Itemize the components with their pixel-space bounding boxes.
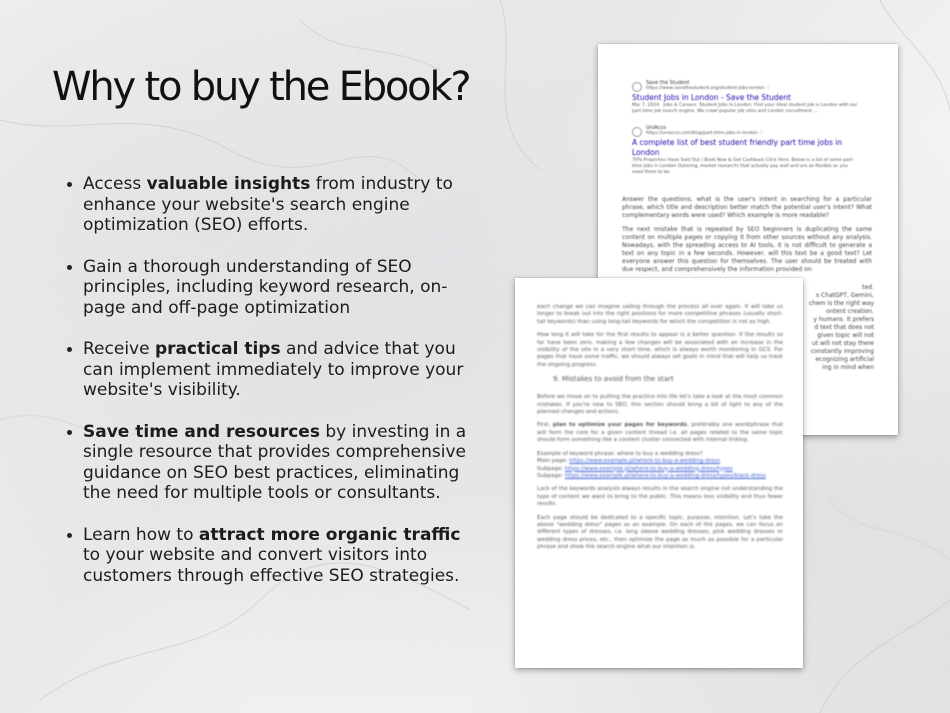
page-paragraph: How long it will take for the first results to appear is a better question. If the results so far have been zero, making a few changes will be associated with an increase in the visibility of the site in a very short time, which is always worth monitoring in GCS. For pages that have some traffic, we should always set goals in mind that will help us track the ongoing progress.	[537, 332, 783, 368]
example-block	[537, 451, 783, 481]
benefit-organic-traffic	[62, 525, 482, 587]
page-line: ut will not stay there	[811, 340, 874, 347]
page-line: given topic will not	[817, 332, 874, 339]
benefit-save-time	[62, 422, 482, 504]
example-link[interactable]: https://www.example.pl/where-to-buy-a-wedding-dress/types/black-dress	[564, 472, 766, 479]
page-paragraph: Before we move on to putting the practice into life let's take a look at the most common mistakes. If you're new to SEO, this section should bring a bit of light to any of the planned changes and actions.	[537, 394, 783, 416]
result-snippet: 70% Properties Have Sold Out | Book Now & Get Cashback Click Here. Below is a list of some part-time jobs in London (tutoring, market research) that actually pay well and are as flexible as you need them to be.	[632, 158, 854, 175]
page-line: chem is the right way	[808, 300, 874, 307]
search-result	[632, 125, 860, 176]
page-line: y humans. It prefers	[813, 316, 874, 323]
result-title: Student Jobs in London - Save the Student	[632, 93, 791, 102]
bullet-text: from industry to enhance your website's search engine optimization (SEO) efforts.	[83, 174, 453, 235]
example-prefix: Subpage:	[537, 465, 565, 472]
benefit-practical-tips	[62, 339, 482, 401]
result-url: https://uniacco.com/blog/part-time-jobs-in-london ⋮	[646, 131, 764, 136]
example-link[interactable]: https://www.example.pl/where-to-buy-a-wedding-dress	[569, 458, 721, 465]
result-url: https://www.savethestudent.org/student-jobs-london ⋮	[646, 86, 771, 91]
result-site: Save the Student	[646, 80, 690, 86]
page-line: ing in mind when	[822, 364, 874, 371]
page-line: ted.	[862, 284, 874, 291]
ebook-page-front	[515, 278, 803, 668]
page-line: d text that does not	[814, 324, 874, 331]
page-line: constantly improving	[810, 348, 874, 355]
bullet-text: Gain a thorough understanding of SEO principles, including keyword research, on-page and off-page optimization	[83, 256, 448, 318]
page-title: Why to buy the Ebook?	[52, 64, 470, 110]
example-prefix: Main page:	[537, 458, 570, 465]
bullet-emphasis: attract more organic traffic	[198, 524, 461, 545]
page-paragraph: each change we can imagine sailing through the process all over again. It will take us longer to break out into the right positions for more competitive phrases (usually short-tail keywords) than using long-tail keywords for which the competition is not as high.	[537, 304, 783, 325]
bullet-emphasis: Save time and resources	[83, 421, 320, 442]
example-label: Example of keyword phrase: where to buy a wedding dress?	[537, 450, 703, 457]
paragraph-text: , preferably one word/phrase that will form the core for a given content thread i.e. all pages related to the same topic should form something like a content cluster connected with internal linking.	[537, 422, 784, 444]
example-prefix: Subpage:	[537, 472, 565, 479]
bullet-emphasis: valuable insights	[146, 174, 311, 194]
paragraph-text: First,	[537, 422, 553, 429]
result-snippet: Mar 7, 2024 · Jobs & Careers. Student Jobs in London. Find your ideal student job in London with our part time job search engine. We crawl popular job sites and London recruitment ...	[632, 103, 858, 114]
bullet-text: Learn how to	[83, 524, 199, 545]
section-heading: 9. Mistakes to avoid from the start	[553, 375, 674, 384]
page-line: ontent creation.	[826, 308, 874, 315]
page-paragraph: Each page should be dedicated to a specific topic, purpose, intention. Let's take the above "wedding dress" pages as an example. On each of the pages, we can focus on different types of dresses, i.e. long sleeve wedding dresses, pink wedding dresses or wedding dress prices, etc., then optimize the page as much as possible for a particular phrase and show the search engine what our intention is.	[537, 514, 783, 551]
bullet-text: Access	[83, 174, 147, 194]
page-line: s ChatGPT, Gemini,	[815, 292, 874, 299]
benefit-insights	[62, 174, 482, 236]
bullet-text: to your website and convert visitors into customers through effective SEO strategies.	[83, 545, 460, 586]
bullet-text: Receive	[83, 339, 155, 359]
benefits-list	[62, 174, 482, 607]
search-result	[632, 80, 860, 115]
result-site: UniAcco	[646, 125, 667, 131]
bullet-emphasis: practical tips	[154, 339, 281, 359]
bullet-text: by investing in a single resource that provides comprehensive guidance on SEO best practices, eliminating the need for multiple tools or consultants.	[83, 421, 467, 503]
page-paragraph: Lack of the keywords analysis always results in the search engine not understanding the type of content we want to bring to the public. This means less visibility and thus fewer results.	[537, 486, 783, 508]
page-paragraph	[537, 422, 783, 444]
benefit-understanding	[62, 257, 482, 319]
result-title: A complete list of best student friendly part time jobs in London	[632, 138, 843, 157]
paragraph-emphasis: plan to optimize your pages for keywords	[552, 422, 688, 429]
page-paragraph: The next mistake that is repeated by SEO beginners is duplicating the same content on multiple pages or copying it from other sources without any analysis. Nowadays, with the spreading access to AI tools, it is not difficult to generate a text on any topic in a few seconds. However, will this text be a good text? Let everyone answer this question for themselves. The user should be treated with due respect, and comprehensively the information provided on	[622, 226, 872, 273]
page-line: ecognizing artificial	[815, 356, 874, 363]
page-paragraph: Answer the questions, what is the user's intent in searching for a particular phrase, which title and description better match the potential user's intent? What complementary words were used? Which example is more readable?	[622, 196, 872, 219]
example-link[interactable]: https://www.example.pl/where-to-buy-a-wedding-dress/types	[564, 465, 733, 472]
bullet-text: and advice that you can implement immediately to improve your website's visibility.	[83, 339, 464, 400]
favicon-icon	[632, 82, 642, 92]
favicon-icon	[632, 127, 642, 137]
